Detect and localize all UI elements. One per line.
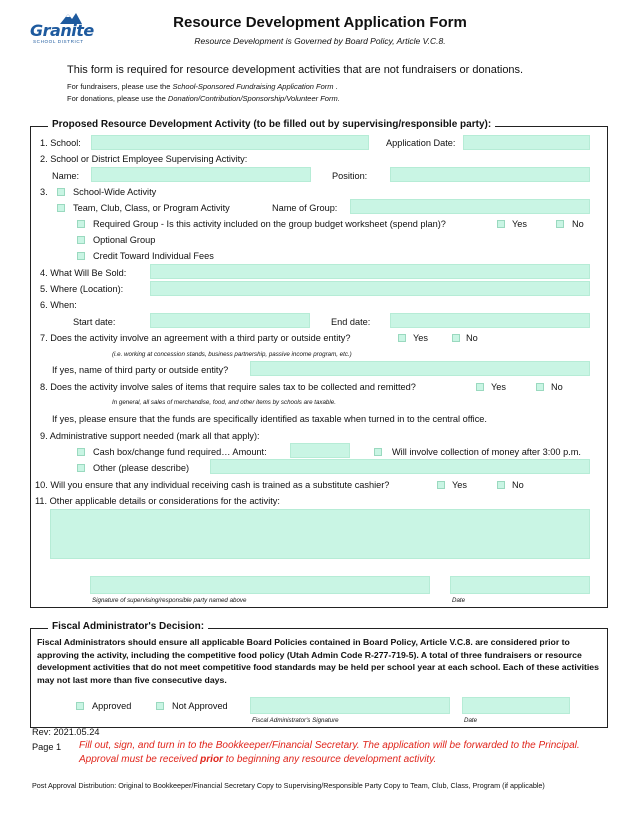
required-group-yes-checkbox[interactable]	[497, 220, 505, 228]
q8-label: 8. Does the activity involve sales of items that require sales tax to be collected and remitted?	[40, 382, 416, 392]
cashbox-amount-input[interactable]	[290, 443, 350, 458]
start-date-input[interactable]	[150, 313, 310, 328]
fiscal-signature-input[interactable]	[250, 697, 450, 714]
q10-yes-checkbox[interactable]	[437, 481, 445, 489]
end-date-label: End date:	[331, 317, 371, 327]
q10-yes-label: Yes	[452, 480, 467, 490]
required-group-checkbox[interactable]	[77, 220, 85, 228]
q7-yes-label: Yes	[413, 333, 428, 343]
q8-no-label: No	[551, 382, 563, 392]
items-sold-input[interactable]	[150, 264, 590, 279]
logo-word: Granite	[30, 21, 94, 40]
optional-group-checkbox[interactable]	[77, 236, 85, 244]
third-party-input[interactable]	[250, 361, 590, 376]
credit-fees-checkbox[interactable]	[77, 252, 85, 260]
fiscal-signature-caption: Fiscal Administrator's Signature	[252, 717, 339, 724]
q7-ifyes-label: If yes, name of third party or outside entity?	[52, 365, 229, 375]
collection-label: Will involve collection of money after 3:00 p.m.	[392, 447, 581, 457]
fiscal-section-legend: Fiscal Administrator's Decision:	[48, 621, 208, 632]
q8-yes-checkbox[interactable]	[476, 383, 484, 391]
instruction-part-2: to beginning any resource development activity.	[222, 754, 437, 765]
supervisor-signature-input[interactable]	[90, 576, 430, 594]
intro-fundraisers-prefix: For fundraisers, please use the	[67, 82, 173, 91]
intro-fundraisers	[67, 82, 338, 91]
supervisor-name-input[interactable]	[91, 167, 311, 182]
q7-yes-checkbox[interactable]	[398, 334, 406, 342]
required-group-label: Required Group - Is this activity included on the group budget worksheet (spend plan)?	[93, 219, 446, 229]
application-date-label: Application Date:	[386, 138, 456, 148]
supervisor-signature-caption: Signature of supervising/responsible party named above	[92, 597, 247, 604]
fiscal-date-caption: Date	[464, 717, 478, 724]
optional-group-label: Optional Group	[93, 235, 156, 245]
page-number: Page 1	[32, 742, 62, 752]
instruction-part-1: Fill out, sign, and turn in to the Bookkeeper/Financial Secretary. The application will be forwarded to the Principal. Approval must be received	[79, 740, 580, 765]
schoolwide-label: School-Wide Activity	[73, 187, 157, 197]
other-details-input[interactable]	[50, 509, 590, 559]
required-group-no-label: No	[572, 219, 584, 229]
q9-label: 9. Administrative support needed (mark all that apply):	[40, 431, 260, 441]
submission-instructions	[79, 739, 599, 767]
group-name-label: Name of Group:	[272, 203, 338, 213]
q6-label: 6. When:	[40, 300, 77, 310]
activity-section-legend: Proposed Resource Development Activity (to be filled out by supervising/responsible party):	[48, 119, 495, 130]
q7-note: (i.e. working at concession stands, business partnership, passive income program, etc.)	[112, 351, 352, 358]
approved-checkbox[interactable]	[76, 702, 84, 710]
q8-ifyes-text: If yes, please ensure that the funds are specifically identified as taxable when turned in to the central office.	[52, 414, 487, 424]
position-label: Position:	[332, 171, 368, 181]
credit-fees-label: Credit Toward Individual Fees	[93, 251, 214, 261]
q11-label: 11. Other applicable details or considerations for the activity:	[35, 496, 280, 506]
approved-label: Approved	[92, 701, 132, 711]
q7-label: 7. Does the activity involve an agreement with a third party or outside entity?	[40, 333, 351, 343]
donation-form-link[interactable]: Donation/Contribution/Sponsorship/Volunteer Form.	[167, 94, 340, 103]
instruction-prior: prior	[200, 754, 223, 765]
schoolwide-checkbox[interactable]	[57, 188, 65, 196]
position-input[interactable]	[390, 167, 590, 182]
q7-no-checkbox[interactable]	[452, 334, 460, 342]
intro-donations-prefix: For donations, please use the	[67, 94, 168, 103]
q5-label: 5. Where (Location):	[40, 284, 124, 294]
q2-label: 2. School or District Employee Supervising Activity:	[40, 154, 248, 164]
cashbox-checkbox[interactable]	[77, 448, 85, 456]
revision-label: Rev: 2021.05.24	[32, 727, 100, 737]
team-label: Team, Club, Class, or Program Activity	[73, 203, 230, 213]
fundraising-form-link[interactable]: School-Sponsored Fundraising Application Form	[172, 82, 334, 91]
q8-yes-label: Yes	[491, 382, 506, 392]
required-group-no-checkbox[interactable]	[556, 220, 564, 228]
fiscal-date-input[interactable]	[462, 697, 570, 714]
q8-note: In general, all sales of merchandise, food, and other items by schools are taxable.	[112, 399, 336, 406]
group-name-input[interactable]	[350, 199, 590, 214]
other-describe-input[interactable]	[210, 459, 590, 474]
q10-no-label: No	[512, 480, 524, 490]
cashbox-label: Cash box/change fund required… Amount:	[93, 447, 267, 457]
required-group-yes-label: Yes	[512, 219, 527, 229]
not-approved-label: Not Approved	[172, 701, 228, 711]
q10-no-checkbox[interactable]	[497, 481, 505, 489]
q7-no-label: No	[466, 333, 478, 343]
collection-checkbox[interactable]	[374, 448, 382, 456]
name-label: Name:	[52, 171, 80, 181]
q1-label: 1. School:	[40, 138, 81, 148]
other-checkbox[interactable]	[77, 464, 85, 472]
q4-label: 4. What Will Be Sold:	[40, 268, 127, 278]
intro-text: This form is required for resource development activities that are not fundraisers or donations.	[67, 64, 524, 76]
page-title: Resource Development Application Form	[173, 14, 467, 31]
team-checkbox[interactable]	[57, 204, 65, 212]
fiscal-instructions: Fiscal Administrators should ensure all applicable Board Policies contained in Board Policy, Article V.C.8. are considered prior to approving the activity, including the competitive food policy (Utah Admin Code R-277-719-5). A total of three fundraisers or resource development activities that do not meet competitive food standards may be held per school year at each school. Each of these activities may not last more than five consecutive days.	[37, 637, 599, 685]
start-date-label: Start date:	[73, 317, 116, 327]
application-date-input[interactable]	[463, 135, 590, 150]
logo-subtitle: SCHOOL DISTRICT	[33, 39, 84, 44]
intro-fundraisers-suffix: .	[333, 82, 338, 91]
other-label: Other (please describe)	[93, 463, 190, 473]
distribution-line: Post Approval Distribution: Original to Bookkeeper/Financial Secretary Copy to Supervising/Responsible Party Copy to Team, Club, Class, Program (if applicable)	[32, 781, 545, 790]
page-subtitle: Resource Development is Governed by Board Policy, Article V.C.8.	[194, 36, 446, 46]
q3-label: 3.	[40, 187, 48, 197]
q10-label: 10. Will you ensure that any individual receiving cash is trained as a substitute cashier?	[35, 480, 390, 490]
q8-no-checkbox[interactable]	[536, 383, 544, 391]
intro-donations	[67, 94, 340, 103]
supervisor-date-input[interactable]	[450, 576, 590, 594]
supervisor-date-caption: Date	[452, 597, 466, 604]
school-input[interactable]	[91, 135, 369, 150]
not-approved-checkbox[interactable]	[156, 702, 164, 710]
location-input[interactable]	[150, 281, 590, 296]
end-date-input[interactable]	[390, 313, 590, 328]
